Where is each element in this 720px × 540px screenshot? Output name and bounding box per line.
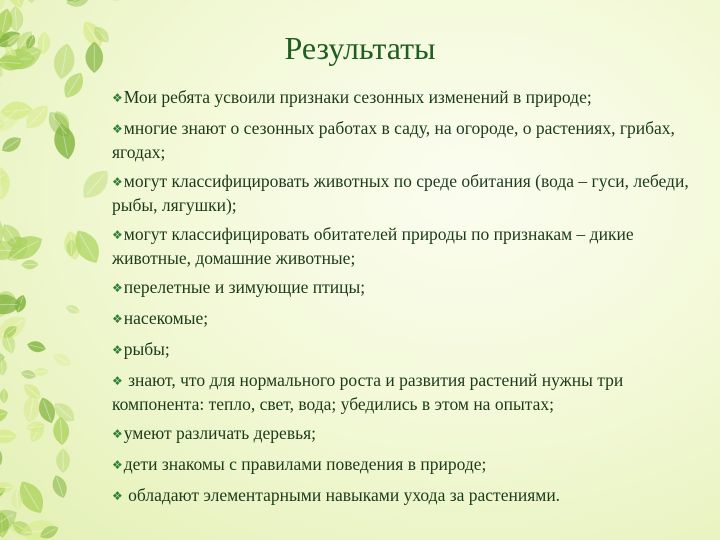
list-item xyxy=(112,86,694,110)
diamond-bullet-icon: ❖ xyxy=(112,374,123,388)
leaf-icon xyxy=(64,0,92,10)
diamond-bullet-icon: ❖ xyxy=(112,458,123,472)
list-item xyxy=(112,369,694,415)
list-item xyxy=(112,223,694,269)
diamond-bullet-icon: ❖ xyxy=(112,312,123,326)
list-item xyxy=(112,276,694,300)
leaf-icon xyxy=(0,442,6,468)
list-item xyxy=(112,170,694,216)
slide-title: Результаты xyxy=(284,30,436,66)
list-item xyxy=(112,338,694,362)
leaf-icon xyxy=(24,0,39,3)
list-item-text: многие знают о сезонных работах в саду, на огороде, о растениях, грибах, ягодах; xyxy=(112,118,675,162)
list-item-text: знают, что для нормального роста и развития растений нужны три компонента: тепло, свет, вода; убедились в этом на опытах; xyxy=(112,370,624,414)
list-item xyxy=(112,307,694,331)
diamond-bullet-icon: ❖ xyxy=(112,175,123,189)
list-item-text: могут классифицировать животных по среде обитания (вода – гуси, лебеди, рыбы, лягушки); xyxy=(112,171,689,215)
diamond-bullet-icon: ❖ xyxy=(112,228,123,242)
list-item xyxy=(112,453,694,477)
list-item xyxy=(112,422,694,446)
list-item-text: могут классифицировать обитателей природы по признакам – дикие животные, домашние животные; xyxy=(112,224,634,268)
leaf-icon xyxy=(101,0,131,1)
list-item-text: перелетные и зимующие птицы; xyxy=(123,277,366,297)
list-item-text: рыбы; xyxy=(123,339,170,359)
list-item-text: насекомые; xyxy=(123,308,209,328)
list-item-text: умеют различать деревья; xyxy=(123,423,316,443)
diamond-bullet-icon: ❖ xyxy=(112,91,123,105)
diamond-bullet-icon: ❖ xyxy=(112,281,123,295)
diamond-bullet-icon: ❖ xyxy=(112,427,123,441)
diamond-bullet-icon: ❖ xyxy=(112,489,123,503)
list-item xyxy=(112,484,694,508)
list-item-text: дети знакомы с правилами поведения в природе; xyxy=(123,454,487,474)
results-list xyxy=(112,86,694,515)
diamond-bullet-icon: ❖ xyxy=(112,343,123,357)
leaf-icon xyxy=(0,406,10,425)
list-item-text: обладают элементарными навыками ухода за растениями. xyxy=(123,485,561,505)
leaf-icon xyxy=(0,0,5,11)
list-item xyxy=(112,117,694,163)
list-item-text: Мои ребята усвоили признаки сезонных изменений в природе; xyxy=(123,87,592,107)
diamond-bullet-icon: ❖ xyxy=(112,122,123,136)
